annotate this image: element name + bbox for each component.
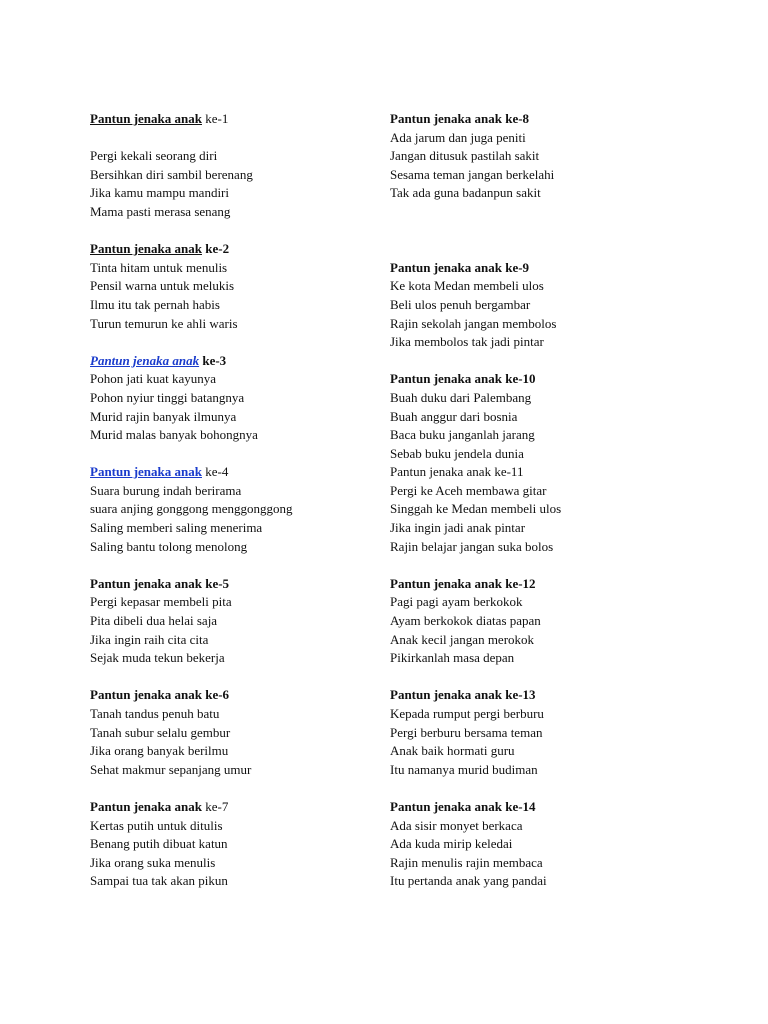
- stanza-line: Anak baik hormati guru: [390, 743, 515, 759]
- stanza-title-suffix: ke-4: [201, 464, 229, 480]
- pantun-stanza-12: [390, 575, 690, 668]
- stanza-line: Jika orang suka menulis: [90, 854, 216, 870]
- stanza-line: Murid malas banyak bohongnya: [90, 427, 258, 443]
- stanza-line: Bersihkan diri sambil berenang: [90, 166, 253, 182]
- stanza-line: Pohon jati kuat kayunya: [90, 371, 217, 387]
- stanza-line: Tak ada guna badanpun sakit: [390, 185, 541, 201]
- stanza-title-1: [90, 110, 375, 129]
- stanza-title-main: Pantun jenaka anak: [90, 798, 202, 814]
- stanza-line: Jika kamu mampu mandiri: [90, 185, 230, 201]
- stanza-line: Pergi berburu bersama teman: [390, 724, 543, 740]
- stanza-title-2: [90, 240, 375, 259]
- stanza-line: Jangan ditusuk pastilah sakit: [390, 148, 540, 164]
- stanza-title-6: Pantun jenaka anak ke-6: [90, 687, 230, 703]
- stanza-line: Jika ingin jadi anak pintar: [390, 520, 526, 536]
- stanza-line: Tanah tandus penuh batu: [90, 706, 220, 721]
- stanza-title-main: Pantun jenaka anak: [90, 111, 202, 126]
- stanza-line: Anak kecil jangan merokok: [390, 631, 535, 647]
- stanza-line: Sebab buku jendela dunia: [390, 445, 524, 461]
- stanza-line: Kepada rumput pergi berburu: [390, 706, 544, 722]
- stanza-title-5: Pantun jenaka anak ke-5: [90, 575, 230, 591]
- stanza-line: Saling memberi saling menerima: [90, 520, 263, 536]
- stanza-title-main: Pantun jenaka anak: [90, 241, 202, 257]
- left-column: [90, 110, 375, 891]
- stanza-title-suffix: ke-3: [199, 352, 227, 368]
- pantun-stanza-7: [90, 798, 375, 891]
- stanza-line: Rajin sekolah jangan membolos: [390, 315, 557, 331]
- stanza-line: Buah duku dari Palembang: [390, 389, 532, 405]
- stanza-title-link[interactable]: Pantun jenaka anak: [90, 352, 200, 368]
- pantun-stanza-1: [90, 110, 375, 222]
- pantun-stanza-3: [90, 352, 375, 445]
- stanza-line: Beli ulos penuh bergambar: [390, 296, 531, 312]
- stanza-line: Tinta hitam untuk menulis: [90, 259, 228, 275]
- stanza-line: suara anjing gonggong menggonggong: [90, 501, 293, 517]
- stanza-line: Jika membolos tak jadi pintar: [390, 334, 544, 350]
- stanza-title-link[interactable]: Pantun jenaka anak: [90, 464, 202, 480]
- stanza-line: Kertas putih untuk ditulis: [90, 817, 223, 833]
- stanza-line: Murid rajin banyak ilmunya: [90, 408, 237, 424]
- pantun-stanza-2: [90, 240, 375, 333]
- stanza-title-9: Pantun jenaka anak ke-9: [390, 259, 530, 275]
- stanza-line: Benang putih dibuat katun: [90, 836, 228, 852]
- stanza-title-12: Pantun jenaka anak ke-12: [390, 575, 536, 591]
- pantun-stanza-4: [90, 463, 375, 556]
- pantun-stanza-6: [90, 686, 375, 779]
- pantun-stanza-14: [390, 798, 690, 891]
- stanza-title-14: Pantun jenaka anak ke-14: [390, 798, 536, 814]
- stanza-line: Rajin belajar jangan suka bolos: [390, 538, 554, 554]
- stanza-line: Mama pasti merasa senang: [90, 203, 231, 219]
- stanza-line: Itu pertanda anak yang pandai: [390, 873, 547, 889]
- stanza-line: Pagi pagi ayam berkokok: [390, 594, 523, 610]
- stanza-title-4: [90, 463, 375, 482]
- stanza-line: Jika orang banyak berilmu: [90, 743, 229, 759]
- stanza-line: Saling bantu tolong menolong: [90, 538, 248, 554]
- stanza-title-10: Pantun jenaka anak ke-10: [390, 371, 536, 387]
- stanza-line: Ayam berkokok diatas papan: [390, 613, 541, 629]
- pantun-stanza-9: [390, 259, 690, 352]
- pantun-stanza-10: [390, 370, 690, 556]
- stanza-title-suffix: ke-7: [201, 798, 229, 814]
- stanza-line: Sehat makmur sepanjang umur: [90, 761, 252, 777]
- stanza-title-suffix: ke-2: [201, 241, 230, 257]
- stanza-line: Baca buku janganlah jarang: [390, 427, 535, 443]
- stanza-line: Sesama teman jangan berkelahi: [390, 166, 555, 182]
- stanza-line: Pergi kekali seorang diri: [90, 148, 218, 164]
- stanza-line: Suara burung indah berirama: [90, 482, 242, 498]
- right-column: [390, 110, 690, 891]
- stanza-line: Itu namanya murid budiman: [390, 761, 538, 777]
- stanza-line: Ada jarum dan juga peniti: [390, 129, 526, 145]
- stanza-line: Ke kota Medan membeli ulos: [390, 278, 544, 294]
- stanza-line: Pergi kepasar membeli pita: [90, 594, 232, 610]
- stanza-line: Pantun jenaka anak ke-11: [390, 464, 524, 480]
- stanza-line: Turun temurun ke ahli waris: [90, 315, 238, 331]
- stanza-line: Singgah ke Medan membeli ulos: [390, 501, 562, 517]
- stanza-title-7: [90, 798, 375, 817]
- pantun-stanza-8: [390, 110, 690, 203]
- stanza-line: Buah anggur dari bosnia: [390, 408, 518, 424]
- stanza-line: Pensil warna untuk melukis: [90, 278, 235, 294]
- stanza-line: Pergi ke Aceh membawa gitar: [390, 482, 547, 498]
- stanza-line: Pita dibeli dua helai saja: [90, 613, 218, 629]
- stanza-line: Ilmu itu tak pernah habis: [90, 296, 220, 312]
- stanza-line: Ada kuda mirip keledai: [390, 836, 513, 852]
- stanza-line: Pikirkanlah masa depan: [390, 650, 515, 666]
- stanza-title-8: Pantun jenaka anak ke-8: [390, 111, 530, 126]
- stanza-line: Rajin menulis rajin membaca: [390, 854, 543, 870]
- stanza-line: Pohon nyiur tinggi batangnya: [90, 389, 245, 405]
- stanza-line: Sampai tua tak akan pikun: [90, 873, 228, 889]
- stanza-title-3: [90, 352, 375, 371]
- stanza-line: Ada sisir monyet berkaca: [390, 817, 523, 833]
- pantun-stanza-5: [90, 575, 375, 668]
- stanza-line: Sejak muda tekun bekerja: [90, 650, 225, 666]
- pantun-stanza-13: [390, 686, 690, 779]
- stanza-title-13: Pantun jenaka anak ke-13: [390, 687, 536, 703]
- stanza-title-suffix: ke-1: [201, 111, 229, 126]
- stanza-line: Tanah subur selalu gembur: [90, 724, 231, 740]
- stanza-line: Jika ingin raih cita cita: [90, 631, 209, 647]
